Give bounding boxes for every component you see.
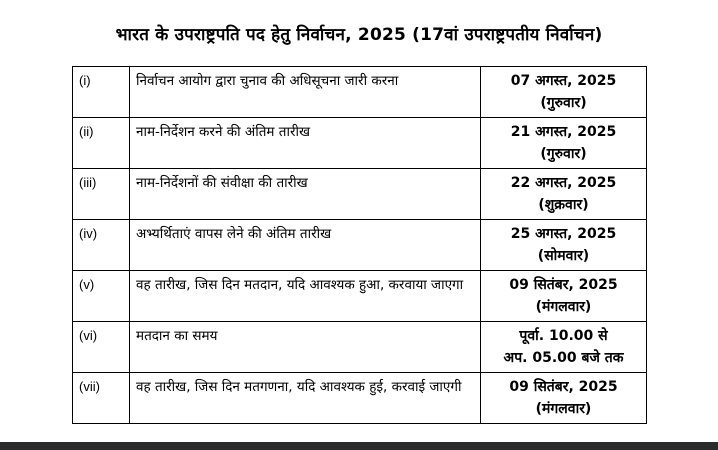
row-number: (iv)	[73, 220, 130, 271]
event-description: वह तारीख, जिस दिन मतदान, यदि आवश्यक हुआ, करवाया जाएगा	[130, 271, 481, 322]
table-row	[73, 118, 647, 169]
row-number: (v)	[73, 271, 130, 322]
event-date-cell	[481, 169, 647, 220]
bottom-edge-bar	[0, 442, 718, 450]
row-number: (vii)	[73, 373, 130, 424]
event-date: 09 सितंबर, 2025	[509, 277, 618, 293]
event-date-cell	[481, 118, 647, 169]
event-day: (सोमवार)	[537, 248, 590, 264]
event-description: वह तारीख, जिस दिन मतगणना, यदि आवश्यक हुई, करवाई जाएगी	[130, 373, 481, 424]
event-date: 07 अगस्त, 2025	[510, 73, 617, 89]
event-date-cell	[481, 322, 647, 373]
row-number: (ii)	[73, 118, 130, 169]
event-description: नाम-निर्देशनों की संवीक्षा की तारीख	[130, 169, 481, 220]
event-date: 21 अगस्त, 2025	[510, 124, 617, 140]
event-description: अभ्यर्थिताएं वापस लेने की अंतिम तारीख	[130, 220, 481, 271]
row-number: (iii)	[73, 169, 130, 220]
event-description: मतदान का समय	[130, 322, 481, 373]
election-schedule-table	[72, 66, 647, 424]
event-date-cell	[481, 220, 647, 271]
event-date-cell	[481, 271, 647, 322]
event-date-cell	[481, 373, 647, 424]
poll-end-time: अप. 05.00 बजे तक	[503, 350, 624, 366]
row-number: (i)	[73, 67, 130, 118]
event-date: 09 सितंबर, 2025	[509, 379, 618, 395]
table-row	[73, 67, 647, 118]
event-description: नाम-निर्देशन करने की अंतिम तारीख	[130, 118, 481, 169]
table-row	[73, 322, 647, 373]
event-date-cell	[481, 67, 647, 118]
event-day: (गुरुवार)	[540, 146, 587, 162]
row-number: (vi)	[73, 322, 130, 373]
poll-start-time: पूर्वा. 10.00 से	[519, 328, 608, 344]
table-row	[73, 220, 647, 271]
event-day: (मंगलवार)	[535, 401, 592, 417]
event-date: 22 अगस्त, 2025	[510, 175, 617, 191]
table-row	[73, 169, 647, 220]
event-day: (शुक्रवार)	[538, 197, 589, 213]
event-description: निर्वाचन आयोग द्वारा चुनाव की अधिसूचना जारी करना	[130, 67, 481, 118]
event-day: (मंगलवार)	[535, 299, 592, 315]
table-row	[73, 271, 647, 322]
page-title: भारत के उपराष्ट्रपति पद हेतु निर्वाचन, 2025 (17वां उपराष्ट्रपतीय निर्वाचन)	[115, 25, 603, 45]
table-row	[73, 373, 647, 424]
event-date: 25 अगस्त, 2025	[510, 226, 617, 242]
event-day: (गुरुवार)	[540, 95, 587, 111]
